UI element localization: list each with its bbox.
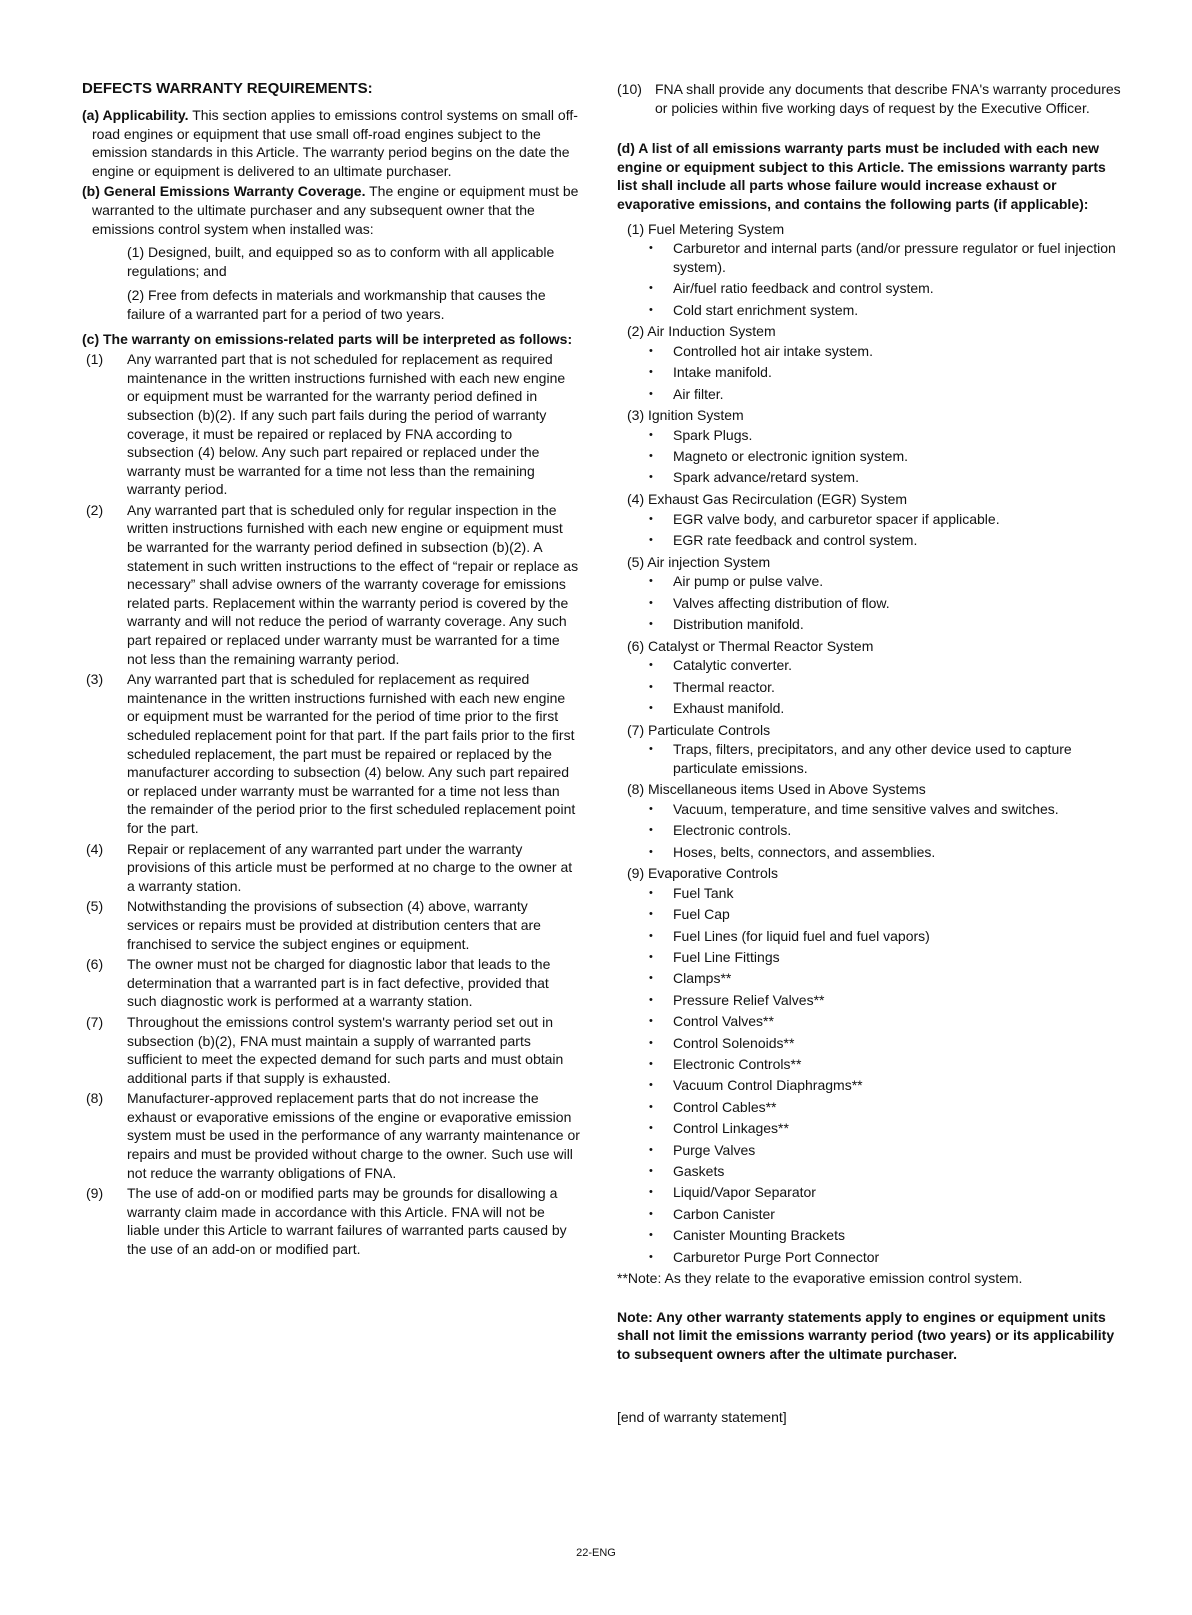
parts-list-item: • Vacuum Control Diaphragms** bbox=[617, 1076, 1122, 1095]
parts-group bbox=[617, 780, 1122, 861]
parts-list-item: • Thermal reactor. bbox=[617, 678, 1122, 697]
end-statement: [end of warranty statement] bbox=[617, 1408, 787, 1425]
parts-list-item: • Electronic controls. bbox=[617, 821, 1122, 840]
parts-list-item: • EGR rate feedback and control system. bbox=[617, 531, 1122, 550]
interpretation-item-number: (5) bbox=[86, 898, 104, 915]
parts-group-title: (9) Evaporative Controls bbox=[627, 865, 778, 882]
parts-list-item: • Magneto or electronic ignition system. bbox=[617, 447, 1122, 466]
parts-list-item: • Control Linkages** bbox=[617, 1119, 1122, 1138]
parts-list-item: • Vacuum, temperature, and time sensitive valves and switches. bbox=[617, 800, 1122, 819]
parts-list-item: • Fuel Cap bbox=[617, 905, 1122, 924]
parts-list-item: • Control Valves** bbox=[617, 1012, 1122, 1031]
interpretation-item-text: Any warranted part that is scheduled for replacement as required maintenance in the written instructions furnished with each new engine or equipment must be warranted for the period of time prior to the first scheduled replacement point for that part. If the part fails prior to the first scheduled replacement, the part must be repaired or replaced by the manufacturer according to subsection (4) below. Any such part repaired or replaced under warranty must be warranted for a time not less than the remainder of the period prior to the first scheduled replacement point for the part. bbox=[127, 671, 576, 836]
parts-group-title: (8) Miscellaneous items Used in Above Systems bbox=[627, 781, 926, 798]
item-10-number: (10) bbox=[617, 81, 642, 97]
parts-list-item: • Carbon Canister bbox=[617, 1205, 1122, 1224]
parts-list-item: • Fuel Line Fittings bbox=[617, 948, 1122, 967]
parts-list-item: • Traps, filters, precipitators, and any other device used to capture particulate emissions. bbox=[617, 740, 1122, 777]
parts-list-item: • Distribution manifold. bbox=[617, 615, 1122, 634]
interpretation-item-number: (7) bbox=[86, 1013, 104, 1030]
parts-group bbox=[617, 721, 1122, 778]
parts-group bbox=[617, 864, 1122, 1266]
interpretation-heading: (c) The warranty on emissions-related parts will be interpreted as follows: bbox=[82, 330, 573, 347]
parts-list-heading: (d) A list of all emissions warranty parts must be included with each new engine or equipment subject to this Article. The emissions warranty parts list shall include all parts whose failure would increase exhaust or evaporative emissions, and contains the following parts (if applicable): bbox=[617, 140, 1106, 212]
interpretation-item bbox=[82, 1089, 580, 1182]
parts-list-item: • Cold start enrichment system. bbox=[617, 301, 1122, 320]
parts-list-item: • Spark advance/retard system. bbox=[617, 468, 1122, 487]
interpretation-item-text: Notwithstanding the provisions of subsection (4) above, warranty services or repairs must be provided at distribution centers that are franchised to service the subject engines or equipment. bbox=[127, 898, 541, 952]
parts-list bbox=[617, 800, 1122, 861]
interpretation-item bbox=[82, 501, 580, 668]
interpretation-item-number: (8) bbox=[86, 1090, 104, 1107]
parts-group-title: (3) Ignition System bbox=[627, 407, 744, 424]
interpretation-item bbox=[82, 350, 580, 499]
parts-list-item: • Purge Valves bbox=[617, 1141, 1122, 1160]
applicability-label: (a) Applicability. bbox=[82, 107, 189, 123]
parts-group-title: (7) Particulate Controls bbox=[627, 721, 771, 738]
parts-list bbox=[617, 510, 1122, 550]
applicability-text: This section applies to emissions control systems on small off-road engines or equipment that use small off-road engines subject to the emission standards in this Article. The warranty period begins on the date the engine or equipment is delivered to an ultimate purchaser. bbox=[92, 107, 578, 179]
parts-list-item: • Fuel Tank bbox=[617, 884, 1122, 903]
interpretation-item-text: The use of add-on or modified parts may be grounds for disallowing a warranty claim made in accordance with this Article. FNA will not be liable under this Article to warrant failures of warranted parts caused by the use of an add-on or modified part. bbox=[127, 1185, 567, 1258]
footnote: **Note: As they relate to the evaporative emission control system. bbox=[617, 1270, 1023, 1287]
parts-list bbox=[617, 239, 1122, 319]
parts-list bbox=[617, 884, 1122, 1266]
applicability-paragraph bbox=[82, 106, 580, 180]
interpretation-item-text: Manufacturer-approved replacement parts that do not increase the exhaust or evaporative emissions of the engine or evaporative emission system must be used in the performance of any warranty maintenance or repairs and must be provided without charge to the owner. Such use will not reduce the warranty obligations of FNA. bbox=[127, 1090, 580, 1181]
parts-list-item: • Control Cables** bbox=[617, 1098, 1122, 1117]
parts-list-item: • Clamps** bbox=[617, 969, 1122, 988]
parts-list-item: • Electronic Controls** bbox=[617, 1055, 1122, 1074]
parts-group bbox=[617, 220, 1122, 320]
parts-list-item: • Pressure Relief Valves** bbox=[617, 991, 1122, 1010]
interpretation-item-number: (3) bbox=[86, 671, 104, 688]
parts-group bbox=[617, 637, 1122, 718]
interpretation-item bbox=[82, 955, 580, 1011]
final-note: Note: Any other warranty statements apply to engines or equipment units shall not limit the emissions warranty period (two years) or its applicability to subsequent owners after the ultimate purchaser. bbox=[617, 1308, 1115, 1362]
parts-group bbox=[617, 406, 1122, 487]
parts-list-item: • Air filter. bbox=[617, 385, 1122, 404]
interpretation-item-text: Any warranted part that is scheduled only for regular inspection in the written instructions furnished with each new engine or equipment must be warranted for the warranty period defined in subsection (b)(2). A statement in such written instructions to the effect of “repair or replace as necessary” shall advise owners of the warranty coverage for emissions related parts. Replacement within the warranty period is covered by the warranty and will not reduce the period of warranty coverage. Any such part repaired or replaced under warranty must be warranted for a time not less than the remaining warranty period. bbox=[127, 501, 579, 667]
parts-list bbox=[617, 342, 1122, 403]
interpretation-item-text: Any warranted part that is not scheduled for replacement as required maintenance in the written instructions furnished with each new engine or equipment must be warranted for the warranty period defined in subsection (b)(2). If any such part fails during the period of warranty coverage, it must be repaired or replaced by FNA according to subsection (4) below. Any such part repaired or replaced under the warranty must be warranted for a time not less than the remaining warranty period. bbox=[127, 351, 566, 498]
parts-list-item: • Spark Plugs. bbox=[617, 426, 1122, 445]
parts-list bbox=[617, 656, 1122, 717]
interpretation-item-text: The owner must not be charged for diagnostic labor that leads to the determination that a warranted part is in fact defective, provided that such diagnostic work is performed at a warranty station. bbox=[127, 956, 551, 1010]
parts-list-item: • Control Solenoids** bbox=[617, 1034, 1122, 1053]
parts-list-item: • Carburetor Purge Port Connector bbox=[617, 1248, 1122, 1267]
interpretation-item bbox=[82, 1184, 580, 1258]
parts-list-item: • Fuel Lines (for liquid fuel and fuel vapors) bbox=[617, 927, 1122, 946]
interpretation-item bbox=[82, 897, 580, 953]
coverage-item: (1) Designed, built, and equipped so as to conform with all applicable regulations; and bbox=[127, 244, 555, 279]
parts-group-title: (4) Exhaust Gas Recirculation (EGR) System bbox=[627, 491, 908, 508]
parts-group bbox=[617, 490, 1122, 550]
parts-list-item: • Catalytic converter. bbox=[617, 656, 1122, 675]
interpretation-item-number: (6) bbox=[86, 956, 104, 973]
parts-list-item: • Air pump or pulse valve. bbox=[617, 572, 1122, 591]
interpretation-item-text: Repair or replacement of any warranted part under the warranty provisions of this article must be performed at no charge to the owner at a warranty station. bbox=[127, 840, 573, 894]
parts-list-item: • Gaskets bbox=[617, 1162, 1122, 1181]
parts-list-item: • Liquid/Vapor Separator bbox=[617, 1183, 1122, 1202]
parts-group-title: (6) Catalyst or Thermal Reactor System bbox=[627, 637, 874, 654]
interpretation-item bbox=[82, 1013, 580, 1087]
interpretation-item-number: (1) bbox=[86, 351, 104, 368]
item-10-text: FNA shall provide any documents that describe FNA's warranty procedures or policies within five working days of request by the Executive Officer. bbox=[655, 81, 1121, 116]
parts-group bbox=[617, 553, 1122, 634]
parts-list bbox=[617, 426, 1122, 487]
parts-list bbox=[617, 572, 1122, 633]
interpretation-item bbox=[82, 670, 580, 837]
parts-list-item: • Carburetor and internal parts (and/or pressure regulator or fuel injection system). bbox=[617, 239, 1122, 276]
parts-group-title: (2) Air Induction System bbox=[627, 323, 776, 340]
interpretation-item bbox=[82, 840, 580, 896]
parts-groups bbox=[617, 220, 1122, 1267]
left-column bbox=[82, 80, 580, 1261]
parts-list-item: • Exhaust manifold. bbox=[617, 699, 1122, 718]
coverage-paragraph bbox=[82, 182, 580, 238]
section-heading: DEFECTS WARRANTY REQUIREMENTS: bbox=[82, 80, 373, 97]
page-number: 22-ENG bbox=[576, 1547, 616, 1559]
interpretation-list bbox=[82, 350, 580, 1259]
parts-list bbox=[617, 740, 1122, 777]
right-column bbox=[617, 80, 1122, 1426]
parts-group-title: (5) Air injection System bbox=[627, 553, 771, 570]
coverage-item: (2) Free from defects in materials and workmanship that causes the failure of a warranted part for a period of two years. bbox=[127, 287, 546, 322]
parts-list-item: • Air/fuel ratio feedback and control system. bbox=[617, 279, 1122, 298]
item-10 bbox=[617, 80, 1122, 117]
parts-list-item: • Valves affecting distribution of flow. bbox=[617, 594, 1122, 613]
coverage-label: (b) General Emissions Warranty Coverage. bbox=[82, 183, 366, 200]
interpretation-item-text: Throughout the emissions control system's warranty period set out in subsection (b)(2), FNA must maintain a supply of warranted parts sufficient to meet the expected demand for such parts and must obtain additional parts if that supply is exhausted. bbox=[127, 1013, 564, 1086]
parts-group-title: (1) Fuel Metering System bbox=[627, 220, 785, 237]
parts-list-item: • Controlled hot air intake system. bbox=[617, 342, 1122, 361]
parts-list-item: • Intake manifold. bbox=[617, 363, 1122, 382]
parts-list-item: • Canister Mounting Brackets bbox=[617, 1226, 1122, 1245]
interpretation-item-number: (2) bbox=[86, 501, 104, 518]
parts-group bbox=[617, 322, 1122, 403]
coverage-text: The engine or equipment must be warranted to the ultimate purchaser and any subsequent owner that the emissions control system when installed was: bbox=[92, 183, 579, 237]
interpretation-item-number: (4) bbox=[86, 840, 104, 857]
parts-list-item: • EGR valve body, and carburetor spacer if applicable. bbox=[617, 510, 1122, 529]
parts-list-item: • Hoses, belts, connectors, and assemblies. bbox=[617, 843, 1122, 862]
interpretation-item-number: (9) bbox=[86, 1185, 104, 1202]
